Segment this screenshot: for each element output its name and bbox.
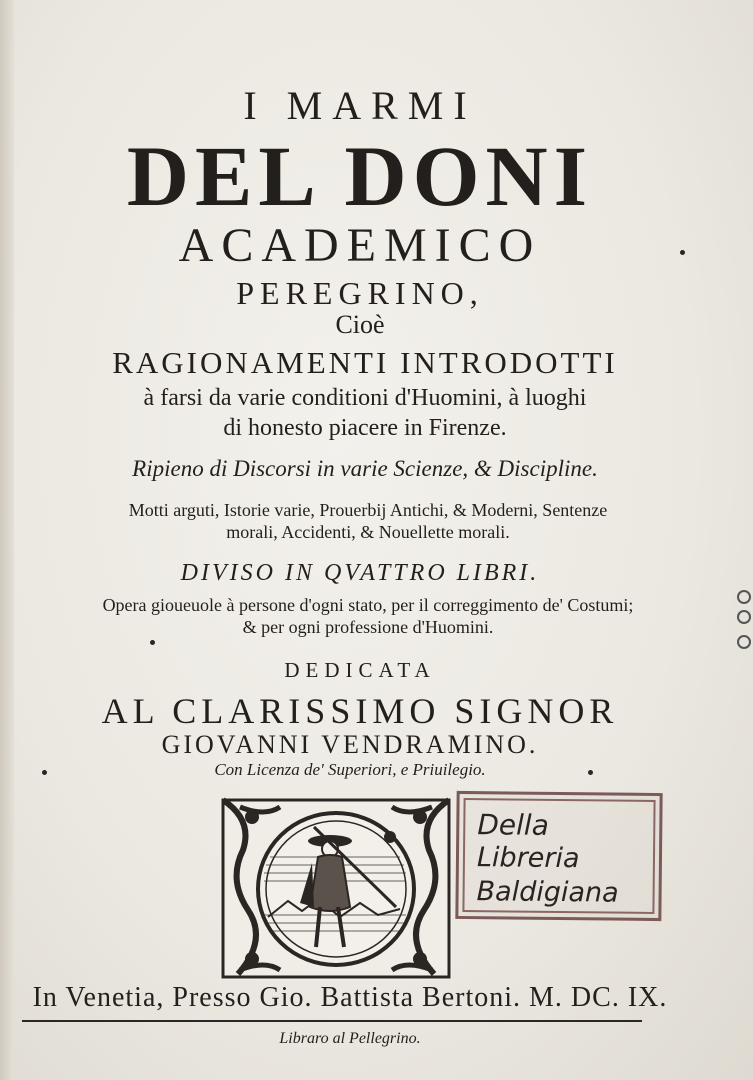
title-line-i-marmi: I MARMI bbox=[243, 83, 477, 128]
dedicatee-line-2: GIOVANNI VENDRAMINO. bbox=[161, 730, 539, 759]
title-line-del-doni: DEL DONI bbox=[126, 128, 594, 224]
licenza-line: Con Licenza de' Superiori, e Priuilegio. bbox=[214, 760, 486, 779]
ornament-dot bbox=[150, 640, 155, 645]
dedicata-line: DEDICATA bbox=[284, 658, 436, 682]
imprint-line: In Venetia, Presso Gio. Battista Bertoni. M. DC. IX. bbox=[32, 982, 668, 1013]
imprint-rule bbox=[22, 1020, 642, 1022]
contents-line-1: Motti arguti, Istorie varie, Prouerbij Antichi, & Moderni, Sentenze bbox=[128, 500, 608, 520]
stamp-line-libreria: Libreria bbox=[476, 842, 580, 875]
stamp-line-baldigiana: Baldigiana bbox=[476, 876, 619, 909]
printers-device bbox=[220, 797, 452, 980]
opera-line-1: Opera gioueuole à persone d'ogni stato, per il correggimento de' Costumi; bbox=[102, 595, 634, 615]
ornament-dot bbox=[42, 770, 47, 775]
subtitle-ripieno: Ripieno di Discorsi in varie Scienze, & Discipline. bbox=[132, 456, 598, 481]
dedicatee-line-1: AL CLARISSIMO SIGNOR bbox=[101, 691, 619, 731]
ornament-dot bbox=[680, 250, 685, 255]
subtitle-line-1: à farsi da varie conditioni d'Huomini, à luoghi bbox=[143, 385, 587, 411]
stamp-line-della: Della bbox=[477, 808, 550, 842]
title-line-peregrino: PEREGRINO, bbox=[236, 275, 484, 311]
subtitle-line-2: di honesto piacere in Firenze. bbox=[223, 415, 507, 441]
contents-line-2: morali, Accidenti, & Nouellette morali. bbox=[226, 522, 510, 542]
ornament-dot bbox=[588, 770, 593, 775]
library-stamp bbox=[455, 791, 662, 921]
diviso-line: DIVISO IN QVATTRO LIBRI. bbox=[180, 560, 540, 586]
title-line-cioe: Cioè bbox=[335, 310, 385, 339]
page-edge-marks bbox=[735, 580, 753, 670]
footer-line: Libraro al Pellegrino. bbox=[279, 1030, 421, 1047]
pilgrim-printers-device-icon bbox=[220, 797, 452, 980]
title-line-academico: ACADEMICO bbox=[178, 219, 542, 272]
subtitle-ragionamenti: RAGIONAMENTI INTRODOTTI bbox=[112, 345, 618, 380]
opera-line-2: & per ogni professione d'Huomini. bbox=[242, 617, 494, 637]
